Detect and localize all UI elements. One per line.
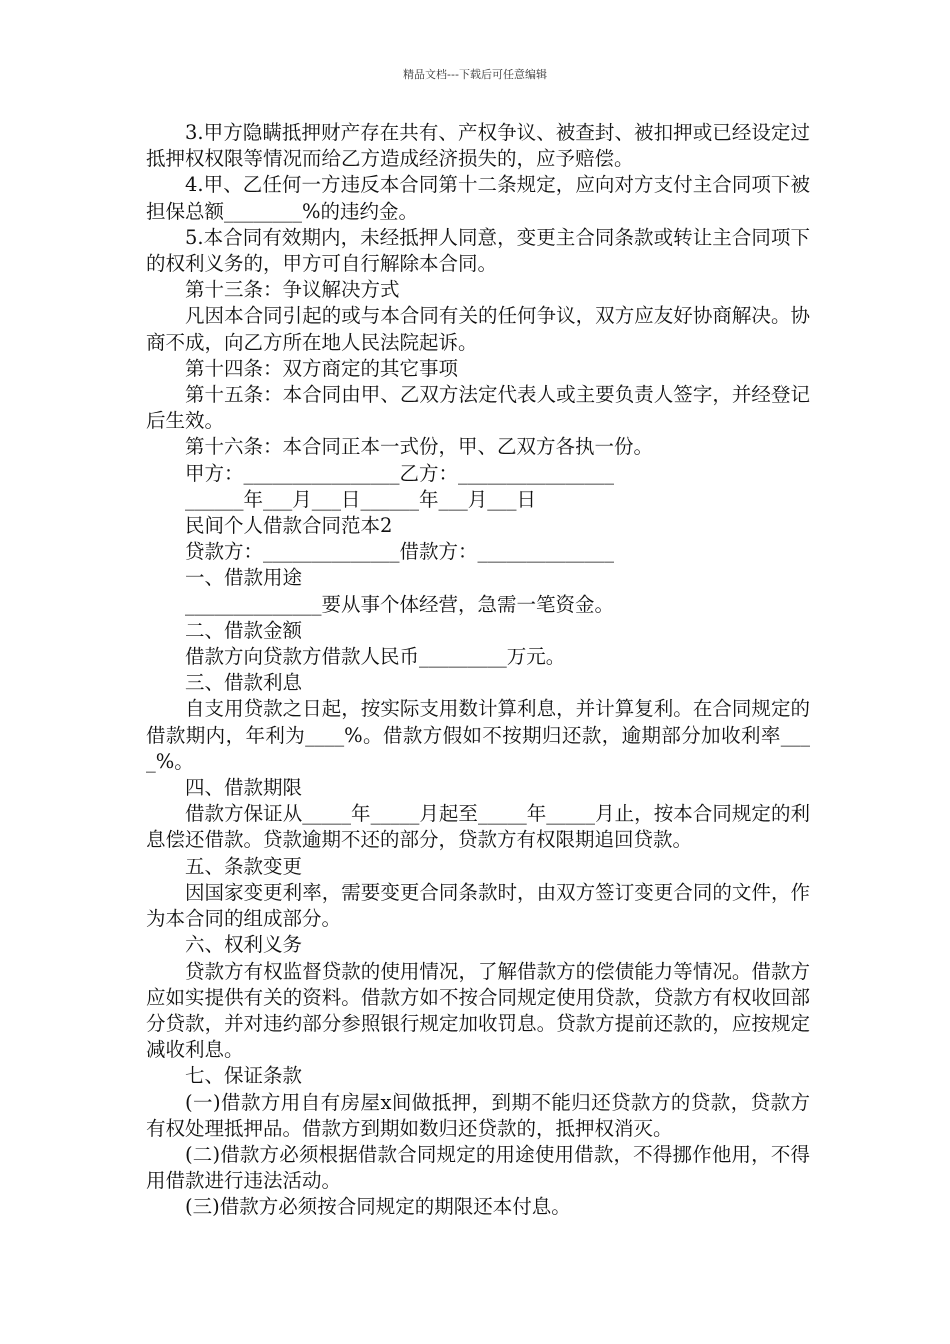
section-7-heading: 七、保证条款 (185, 1064, 303, 1088)
clause-5-paragraph: 5.本合同有效期内，未经抵押人同意，变更主合同条款或转让主合同项下的权利义务的，甲方可自行解除本合同。 (146, 225, 810, 276)
contract-title: 民间个人借款合同范本2 (185, 514, 393, 538)
clause-3-paragraph: 3.甲方隐瞒抵押财产存在共有、产权争议、被查封、被扣押或已经设定过抵押权权限等情况而给乙方造成经济损失的，应予赔偿。 (146, 121, 810, 171)
article-15-paragraph: 第十五条：本合同由甲、乙双方法定代表人或主要负责人签字，并经登记后生效。 (146, 383, 810, 433)
section-3-heading: 三、借款利息 (185, 671, 303, 695)
section-4-paragraph: 借款方保证从_____年_____月起至_____年_____月止，按本合同规定的利息偿还借款。贷款逾期不还的部分，贷款方有权限期追回贷款。 (146, 802, 810, 852)
guarantee-item-2: (二)借款方必须根据借款合同规定的用途使用借款，不得挪作他用，不得用借款进行违法活动。 (146, 1142, 810, 1193)
article-16-paragraph: 第十六条：本合同正本一式份，甲、乙双方各执一份。 (185, 435, 654, 459)
signature-line: 甲方：________________乙方：________________ (185, 461, 615, 485)
section-5-heading: 五、条款变更 (185, 854, 303, 878)
guarantee-item-3: (三)借款方必须按合同规定的期限还本付息。 (185, 1195, 571, 1219)
section-5-paragraph: 因国家变更利率，需要变更合同条款时，由双方签订变更合同的文件，作为本合同的组成部分。 (146, 880, 810, 931)
section-3-paragraph: 自支用贷款之日起，按实际支用数计算利息，并计算复利。在合同规定的借款期内，年利为____%。借款方假如不按期归还款，逾期部分加收利率____%。 (146, 697, 810, 773)
article-13-paragraph: 凡因本合同引起的或与本合同有关的任何争议，双方应友好协商解决。协商不成，向乙方所在地人民法院起诉。 (146, 304, 810, 354)
clause-4-paragraph: 4.甲、乙任何一方违反本合同第十二条规定，应向对方支付主合同项下被担保总额________%的违约金。 (146, 173, 810, 223)
date-line: ______年___月___日______年___月___日 (185, 487, 537, 511)
document-body (146, 120, 810, 1221)
section-2-heading: 二、借款金额 (185, 618, 303, 642)
section-1-paragraph: ______________要从事个体经营，急需一笔资金。 (185, 592, 615, 616)
page-header: 精品文档---下载后可任意编辑 (403, 68, 547, 81)
section-6-heading: 六、权利义务 (185, 933, 303, 957)
article-13-heading: 第十三条：争议解决方式 (185, 278, 400, 302)
section-1-heading: 一、借款用途 (185, 566, 303, 590)
article-14-heading: 第十四条：双方商定的其它事项 (185, 356, 459, 380)
section-6-paragraph: 贷款方有权监督贷款的使用情况，了解借款方的偿债能力等情况。借款方应如实提供有关的资料。借款方如不按合同规定使用贷款，贷款方有权收回部分贷款，并对违约部分参照银行规定加收罚息。贷款方提前还款的，应按规定减收利息。 (146, 959, 810, 1062)
section-2-paragraph: 借款方向贷款方借款人民币_________万元。 (185, 645, 566, 669)
section-4-heading: 四、借款期限 (185, 776, 303, 800)
parties-line: 贷款方：______________借款方：______________ (185, 540, 615, 564)
guarantee-item-1: (一)借款方用自有房屋x间做抵押，到期不能归还贷款方的贷款，贷款方有权处理抵押品。借款方到期如数归还贷款的，抵押权消灭。 (146, 1090, 810, 1140)
